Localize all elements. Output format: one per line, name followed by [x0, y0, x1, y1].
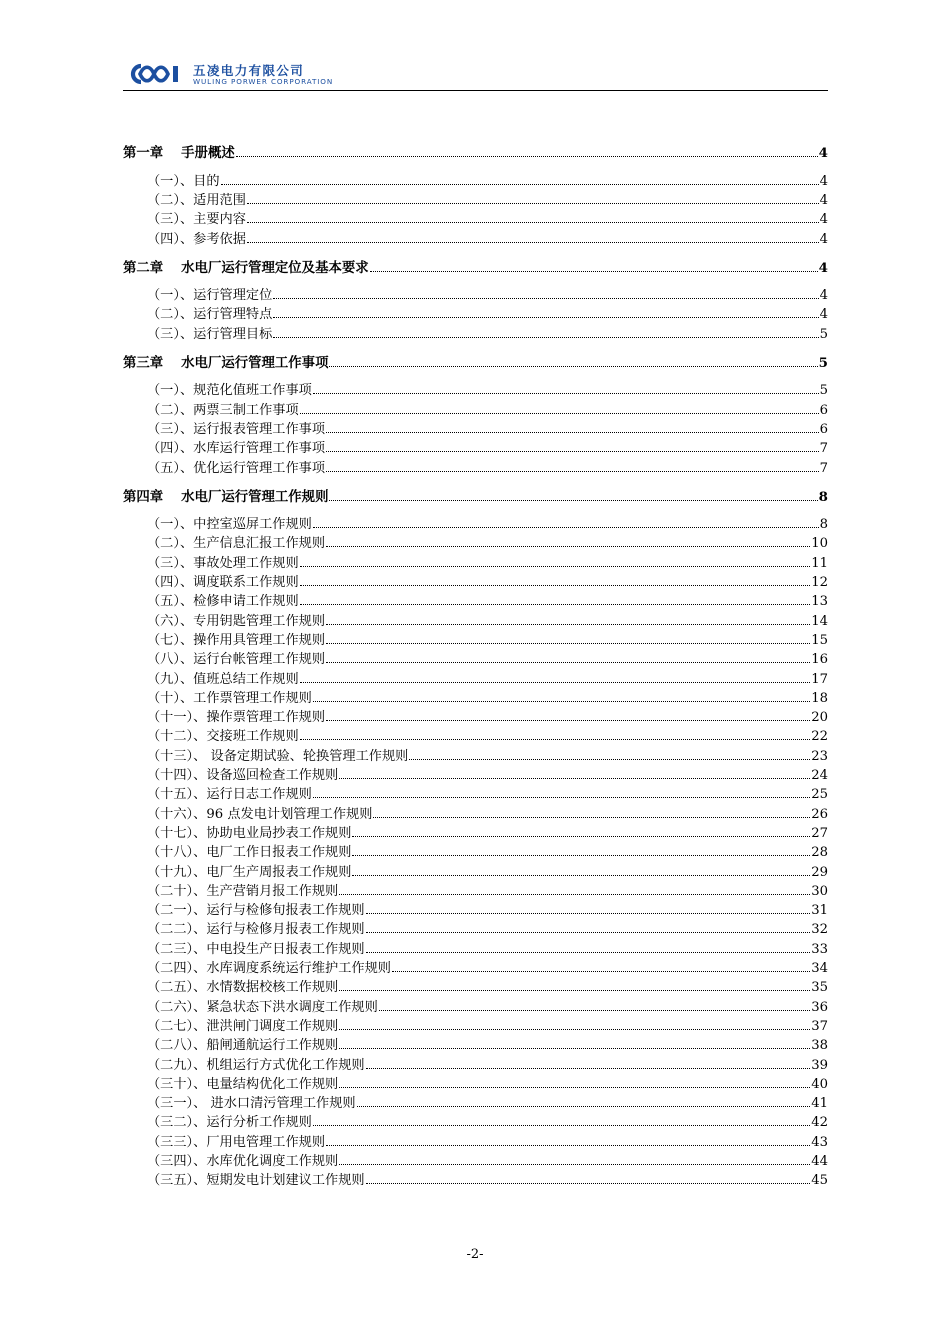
toc-dot-leader [392, 971, 810, 972]
table-of-contents [123, 0, 828, 1300]
toc-section-entry[interactable] [147, 554, 828, 573]
toc-dot-leader [300, 585, 811, 586]
toc-entry-number: （十四）、 [147, 768, 207, 783]
toc-entry-title: 泄洪闸门调度工作规则 [206, 1018, 339, 1034]
toc-section-entry[interactable] [147, 1113, 828, 1132]
toc-section-entry[interactable] [147, 1056, 828, 1075]
toc-dot-leader [366, 1183, 811, 1184]
toc-dot-leader [352, 855, 810, 856]
toc-section-entry[interactable] [147, 1133, 828, 1152]
toc-entry-title: 运行管理定位 [193, 288, 273, 304]
toc-dot-leader [339, 1164, 810, 1165]
toc-entry-number: （三五）、 [147, 1173, 207, 1189]
toc-section-entry[interactable] [147, 459, 828, 478]
toc-dot-leader [326, 662, 810, 663]
toc-page-number: 42 [811, 1115, 828, 1131]
toc-entry-number: （十二）、 [147, 729, 207, 745]
toc-dot-leader [326, 451, 819, 452]
toc-entry-number: （二三）、 [147, 941, 207, 957]
toc-entry-title: 水电厂运行管理工作规则 [181, 488, 329, 505]
toc-page-number: 4 [819, 231, 828, 247]
toc-dot-leader [366, 952, 811, 953]
toc-page-number: 11 [811, 555, 828, 571]
toc-section-entry[interactable] [147, 534, 828, 553]
toc-page-number: 4 [819, 192, 828, 208]
toc-page-number: 7 [819, 441, 828, 457]
toc-entry-number: （三二）、 [147, 1115, 207, 1131]
toc-entry-title: 操作票管理工作规则 [206, 710, 326, 726]
toc-chapter-entry[interactable] [123, 354, 828, 373]
toc-dot-leader [300, 682, 811, 683]
toc-dot-leader [300, 566, 811, 567]
toc-dot-leader [352, 875, 810, 876]
toc-page-number: 32 [811, 922, 828, 938]
toc-dot-leader [339, 1048, 810, 1049]
toc-entry-number: （十一）、 [147, 710, 207, 726]
toc-section-entry[interactable] [147, 381, 828, 400]
toc-dot-leader [300, 413, 819, 414]
toc-entry-title: 检修申请工作规则 [193, 594, 299, 610]
toc-entry-title: 目的 [193, 173, 220, 189]
toc-page-number: 36 [811, 999, 828, 1015]
toc-dot-leader [379, 1010, 810, 1011]
toc-dot-leader [326, 1145, 810, 1146]
toc-dot-leader [370, 271, 818, 272]
toc-entry-title: 水情数据校核工作规则 [206, 980, 339, 996]
toc-dot-leader [352, 836, 810, 837]
toc-dot-leader [300, 739, 811, 740]
toc-entry-number: （七）、 [147, 632, 194, 648]
toc-page-number: 45 [811, 1173, 828, 1189]
toc-page-number: 33 [811, 941, 828, 957]
toc-page-number: 16 [811, 652, 828, 668]
toc-page-number: 4 [819, 307, 828, 323]
toc-entry-number: （二二）、 [147, 922, 207, 938]
toc-entry-number: 第二章 [123, 259, 164, 276]
toc-section-entry[interactable] [147, 920, 828, 939]
toc-page-number: 40 [811, 1076, 828, 1092]
toc-dot-leader [313, 1125, 810, 1126]
toc-page-number: 44 [811, 1154, 828, 1169]
toc-entry-title: 运行分析工作规则 [206, 1115, 312, 1131]
toc-entry-title: 运行与检修旬报表工作规则 [206, 903, 365, 919]
toc-entry-number: （三十）、 [147, 1076, 207, 1092]
toc-entry-title: 适用范围 [193, 192, 246, 208]
toc-section-entry[interactable] [147, 689, 828, 708]
toc-section-entry[interactable] [147, 901, 828, 920]
toc-chapter-entry[interactable] [123, 144, 828, 163]
toc-entry-number: （十五）、 [147, 787, 207, 803]
toc-entry-title: 值班总结工作规则 [193, 671, 299, 687]
toc-entry-title: 协助电业局抄表工作规则 [206, 825, 352, 841]
toc-entry-title: 运行管理目标 [193, 326, 273, 342]
toc-entry-title: 手册概述 [181, 145, 235, 161]
toc-dot-leader [247, 222, 819, 223]
toc-entry-number: （二）、 [147, 192, 194, 208]
toc-entry-title: 调度联系工作规则 [193, 575, 299, 590]
toc-dot-leader [326, 624, 810, 625]
toc-section-entry[interactable] [147, 978, 828, 997]
toc-entry-title: 运行台帐管理工作规则 [193, 652, 326, 668]
toc-section-entry[interactable] [147, 650, 828, 669]
toc-dot-leader [313, 797, 810, 798]
toc-section-entry[interactable] [147, 210, 828, 229]
toc-section-entry[interactable] [147, 727, 828, 746]
toc-section-entry[interactable] [147, 747, 828, 766]
toc-dot-leader [357, 1106, 811, 1107]
toc-section-entry[interactable] [147, 1017, 828, 1036]
toc-entry-title: 设备定期试验、轮换管理工作规则 [206, 748, 409, 764]
toc-entry-number: （三四）、 [147, 1154, 207, 1169]
toc-dot-leader [339, 1029, 810, 1030]
toc-page-number: 37 [811, 1018, 828, 1034]
toc-entry-title: 操作用具管理工作规则 [193, 632, 326, 648]
toc-section-entry[interactable] [147, 325, 828, 344]
toc-dot-leader [300, 604, 811, 605]
toc-entry-number: （四）、 [147, 441, 194, 457]
toc-section-entry[interactable] [147, 708, 828, 727]
toc-dot-leader [373, 817, 810, 818]
toc-page-number: 27 [811, 825, 828, 841]
toc-entry-number: （四）、 [147, 575, 194, 590]
toc-entry-number: （二）、 [147, 402, 194, 418]
toc-entry-number: （六）、 [147, 613, 194, 629]
toc-dot-leader [247, 242, 819, 243]
toc-page-number: 38 [811, 1038, 828, 1054]
toc-entry-number: （二一）、 [147, 903, 207, 919]
toc-page-number: 28 [811, 845, 828, 861]
toc-page-number: 4 [818, 145, 828, 161]
toc-entry-title: 交接班工作规则 [206, 729, 299, 745]
toc-entry-title: 设备巡回检查工作规则 [206, 768, 339, 783]
toc-section-entry[interactable] [147, 1075, 828, 1094]
toc-entry-number: （二六）、 [147, 999, 207, 1015]
toc-entry-number: （十）、 [147, 690, 194, 706]
toc-entry-number: （二九）、 [147, 1057, 207, 1073]
toc-dot-leader [273, 337, 818, 338]
toc-page-number: 41 [811, 1096, 828, 1112]
toc-dot-leader [339, 894, 810, 895]
toc-entry-number: （一）、 [147, 173, 194, 189]
toc-page-number: 30 [811, 883, 828, 899]
toc-page-number: 4 [819, 173, 828, 189]
toc-dot-leader [366, 932, 811, 933]
toc-section-entry[interactable] [147, 592, 828, 611]
toc-page-number: 14 [811, 613, 828, 629]
toc-page-number: 5 [819, 383, 828, 399]
toc-entry-title: 规范化值班工作事项 [193, 383, 312, 399]
toc-dot-leader [326, 546, 810, 547]
toc-section-entry[interactable] [147, 172, 828, 191]
toc-page-number: 7 [819, 460, 828, 476]
toc-entry-title: 水库调度系统运行维护工作规则 [206, 961, 391, 976]
toc-entry-number: （二）、 [147, 536, 194, 552]
toc-page-number: 25 [811, 787, 828, 803]
toc-entry-number: 第一章 [123, 145, 164, 161]
toc-page-number: 6 [819, 402, 828, 418]
toc-entry-number: （二七）、 [147, 1018, 207, 1034]
toc-dot-leader [221, 184, 819, 185]
toc-entry-title: 水电厂运行管理定位及基本要求 [181, 259, 369, 276]
toc-entry-number: （五）、 [147, 594, 194, 610]
toc-dot-leader [326, 643, 810, 644]
toc-section-entry[interactable] [147, 420, 828, 439]
toc-entry-number: （二八）、 [147, 1038, 207, 1054]
toc-dot-leader [313, 393, 819, 394]
toc-page-number: 13 [811, 594, 828, 610]
toc-page-number: 4 [818, 259, 828, 276]
toc-section-entry[interactable] [147, 843, 828, 862]
toc-dot-leader [339, 778, 810, 779]
toc-dot-leader [339, 990, 810, 991]
toc-entry-title: 机组运行方式优化工作规则 [206, 1057, 365, 1073]
toc-section-entry[interactable] [147, 1152, 828, 1171]
toc-dot-leader [366, 913, 811, 914]
toc-section-entry[interactable] [147, 612, 828, 631]
toc-entry-title: 电厂工作日报表工作规则 [206, 845, 352, 861]
toc-entry-title: 运行报表管理工作事项 [193, 421, 326, 437]
toc-dot-leader [409, 759, 810, 760]
toc-section-entry[interactable] [147, 882, 828, 901]
toc-dot-leader [366, 1068, 811, 1069]
toc-entry-title: 专用钥匙管理工作规则 [193, 613, 326, 629]
toc-entry-number: （三）、 [147, 555, 194, 571]
toc-entry-title: 船闸通航运行工作规则 [206, 1038, 339, 1054]
toc-page-number: 5 [818, 354, 828, 371]
toc-entry-number: （二十）、 [147, 883, 207, 899]
toc-entry-title: 水库运行管理工作事项 [193, 441, 326, 457]
toc-page-number: 23 [811, 748, 828, 764]
toc-entry-number: （五）、 [147, 460, 194, 476]
toc-entry-number: （三）、 [147, 212, 194, 228]
toc-section-entry[interactable] [147, 439, 828, 458]
toc-dot-leader [329, 366, 817, 367]
toc-entry-number: （十八）、 [147, 845, 207, 861]
toc-entry-title: 水库优化调度工作规则 [206, 1154, 339, 1169]
toc-section-entry[interactable] [147, 191, 828, 210]
toc-section-entry[interactable] [147, 998, 828, 1017]
toc-page-number: 35 [811, 980, 828, 996]
toc-page-number: 34 [811, 961, 828, 976]
toc-section-entry[interactable] [147, 573, 828, 592]
toc-entry-title: 生产营销月报工作规则 [206, 883, 339, 899]
toc-entry-number: （十六）、 [147, 806, 207, 822]
toc-section-entry[interactable] [147, 631, 828, 650]
toc-page-number: 15 [811, 632, 828, 648]
toc-page-number: 10 [811, 536, 828, 552]
toc-page-number: 39 [811, 1057, 828, 1073]
toc-entry-title: 生产信息汇报工作规则 [193, 536, 326, 552]
toc-page-number: 12 [811, 575, 828, 590]
toc-entry-number: （一）、 [147, 517, 194, 533]
toc-dot-leader [339, 1087, 810, 1088]
toc-dot-leader [313, 701, 810, 702]
toc-entry-title: 中电投生产日报表工作规则 [206, 941, 365, 957]
toc-page-number: 8 [818, 488, 828, 505]
toc-entry-number: 第三章 [123, 354, 164, 371]
page-number: -2- [466, 1247, 484, 1262]
toc-dot-leader [273, 317, 818, 318]
toc-section-entry[interactable] [147, 401, 828, 420]
toc-entry-title: 电量结构优化工作规则 [206, 1076, 339, 1092]
toc-entry-number: （二）、 [147, 307, 194, 323]
toc-entry-title: 进水口清污管理工作规则 [206, 1096, 356, 1112]
toc-entry-title: 参考依据 [193, 231, 246, 247]
toc-entry-title: 电厂生产周报表工作规则 [206, 864, 352, 880]
toc-entry-title: 厂用电管理工作规则 [206, 1134, 326, 1150]
toc-page-number: 6 [819, 421, 828, 437]
toc-page-number: 43 [811, 1134, 828, 1150]
toc-page-number: 18 [811, 690, 828, 706]
toc-section-entry[interactable] [147, 515, 828, 534]
toc-entry-title: 工作票管理工作规则 [193, 690, 312, 706]
toc-section-entry[interactable] [147, 863, 828, 882]
toc-page-number: 26 [811, 806, 828, 822]
toc-entry-number: （十九）、 [147, 864, 207, 880]
toc-section-entry[interactable] [147, 959, 828, 978]
toc-section-entry[interactable] [147, 940, 828, 959]
toc-dot-leader [236, 156, 818, 157]
toc-section-entry[interactable] [147, 824, 828, 843]
toc-entry-number: （八）、 [147, 652, 194, 668]
toc-entry-number: （九）、 [147, 671, 194, 687]
toc-dot-leader [326, 720, 810, 721]
toc-dot-leader [329, 500, 817, 501]
toc-section-entry[interactable] [147, 230, 828, 249]
toc-page-number: 24 [811, 768, 828, 783]
toc-section-entry[interactable] [147, 286, 828, 305]
toc-entry-number: （三三）、 [147, 1134, 207, 1150]
toc-entry-number: （四）、 [147, 231, 194, 247]
toc-entry-number: （十三）、 [147, 748, 207, 764]
company-name-cn: 五凌电力有限公司 [193, 63, 305, 78]
toc-section-entry[interactable] [147, 785, 828, 804]
toc-section-entry[interactable] [147, 1036, 828, 1055]
toc-entry-number: （三）、 [147, 421, 194, 437]
toc-section-entry[interactable] [147, 1094, 828, 1113]
toc-chapter-entry[interactable] [123, 488, 828, 507]
toc-entry-number: （二四）、 [147, 961, 207, 976]
toc-entry-number: （三一）、 [147, 1096, 207, 1112]
toc-entry-title: 优化运行管理工作事项 [193, 460, 326, 476]
company-name-en: WULING PORWER CORPORATION [193, 77, 334, 86]
toc-dot-leader [273, 298, 818, 299]
toc-dot-leader [247, 203, 819, 204]
toc-entry-title: 水电厂运行管理工作事项 [181, 354, 329, 371]
toc-entry-title: 短期发电计划建议工作规则 [206, 1173, 365, 1189]
toc-entry-title: 运行管理特点 [193, 307, 273, 323]
toc-page-number: 8 [819, 517, 828, 533]
toc-dot-leader [313, 527, 819, 528]
toc-entry-number: （一）、 [147, 383, 194, 399]
toc-entry-title: 事故处理工作规则 [193, 555, 299, 571]
toc-entry-title: 两票三制工作事项 [193, 402, 299, 418]
toc-entry-title: 96 点发电计划管理工作规则 [206, 806, 373, 822]
toc-entry-title: 中控室巡屏工作规则 [193, 517, 312, 533]
toc-entry-title: 主要内容 [193, 212, 246, 228]
toc-section-entry[interactable] [147, 305, 828, 324]
toc-entry-number: （十七）、 [147, 825, 207, 841]
toc-entry-title: 运行日志工作规则 [206, 787, 312, 803]
toc-page-number: 29 [811, 864, 828, 880]
toc-entry-title: 紧急状态下洪水调度工作规则 [206, 999, 378, 1015]
toc-dot-leader [326, 471, 819, 472]
toc-page-number: 22 [811, 729, 828, 745]
toc-page-number: 20 [811, 710, 828, 726]
toc-page-number: 17 [811, 671, 828, 687]
toc-entry-title: 运行与检修月报表工作规则 [206, 922, 365, 938]
toc-page-number: 5 [819, 326, 828, 342]
toc-entry-number: （二五）、 [147, 980, 207, 996]
toc-entry-number: （一）、 [147, 288, 194, 304]
toc-entry-number: 第四章 [123, 488, 164, 505]
toc-page-number: 4 [819, 212, 828, 228]
toc-section-entry[interactable] [147, 766, 828, 785]
toc-page-number: 4 [819, 288, 828, 304]
toc-entry-number: （三）、 [147, 326, 194, 342]
toc-dot-leader [326, 432, 819, 433]
toc-section-entry[interactable] [147, 805, 828, 824]
toc-section-entry[interactable] [147, 670, 828, 689]
toc-section-entry[interactable] [147, 1171, 828, 1190]
toc-page-number: 31 [811, 903, 828, 919]
toc-chapter-entry[interactable] [123, 259, 828, 278]
